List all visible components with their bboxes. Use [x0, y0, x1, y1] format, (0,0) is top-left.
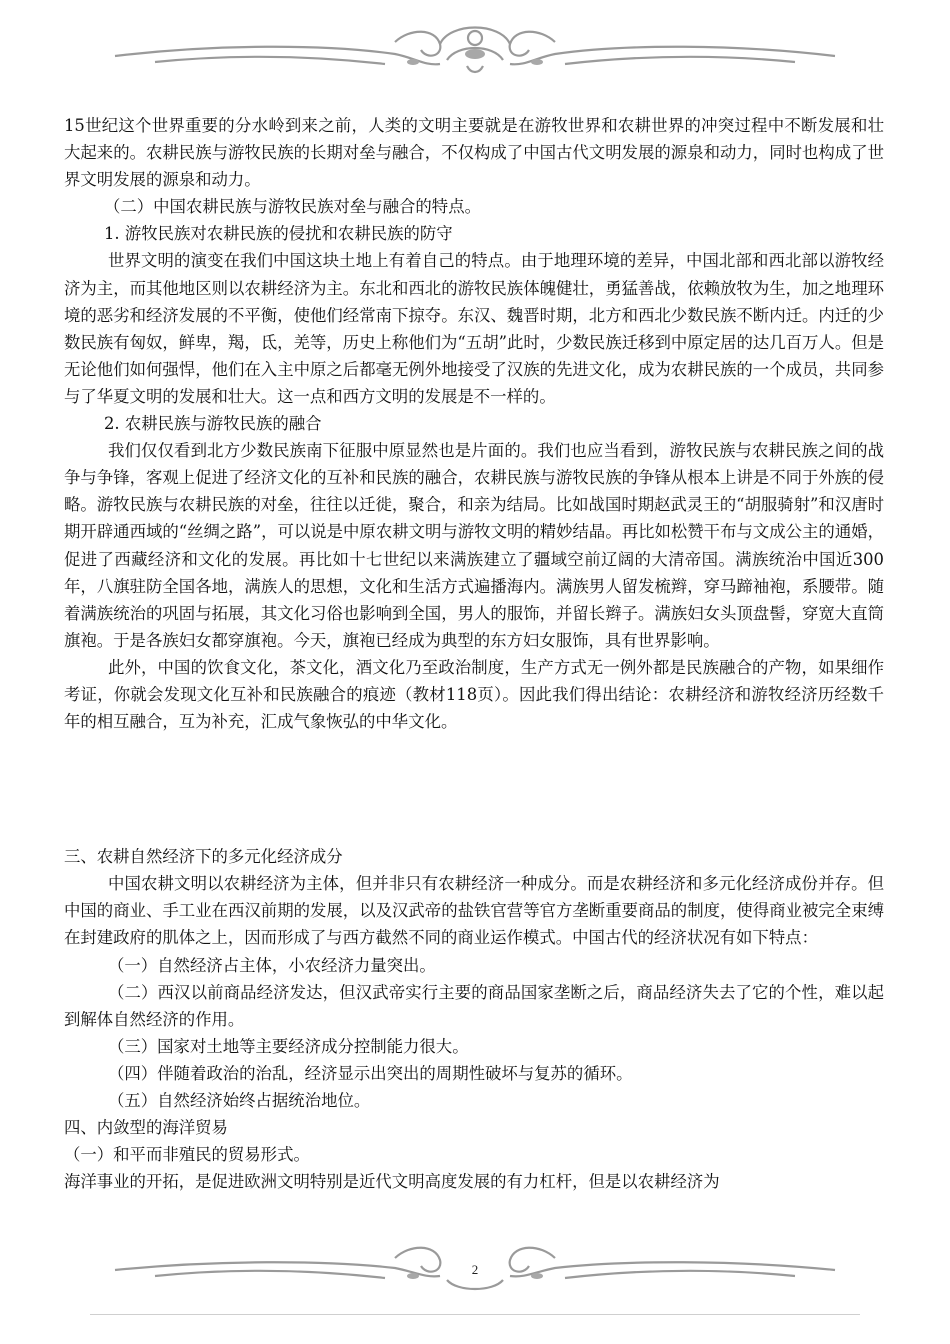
list-item: （一）自然经济占主体，小农经济力量突出。: [108, 955, 436, 975]
paragraph: 世界文明的演变在我们中国这块土地上有着自己的特点。由于地理环境的差异，中国北部和西北部以游牧经济为主，而其他地区则以农耕经济为主。东北和西北的游牧民族体魄健壮，勇猛善战，依赖放牧为生，加之地理环境的恶劣和经济发展的不平衡，使他们经常南下掠夺。东汉、魏晋时期，北方和西北少数民族不断内迁。内迁的少数民族有匈奴，鲜卑，羯，氐，羌等，历史上称他们为“五胡”此时，少数民族迁移到中原定居的达几百万人。但是无论他们如何强悍，他们在入主中原之后都毫无例外地接受了汉族的先进文化，成为农耕民族的一个成员，共同参与了华夏文明的发展和壮大。这一点和西方文明的发展是不一样的。: [64, 251, 884, 406]
section-heading: 三、农耕自然经济下的多元化经济成分: [64, 847, 343, 867]
paragraph: 我们仅仅看到北方少数民族南下征服中原显然也是片面的。我们也应当看到，游牧民族与农耕民族之间的战争与争锋，客观上促进了经济文化的互补和民族的融合，农耕民族与游牧民族的争锋从根本上讲是不同于外族的侵略。游牧民族与农耕民族的对垒，往往以迁徙，聚合，和亲为结局。比如战国时期赵武灵王的“胡服骑射”和汉唐时期开辟通西域的“丝绸之路”，可以说是中原农耕文明与游牧文明的精妙结晶。再比如松赞干布与文成公主的通婚，促进了西藏经济和文化的发展。再比如十七世纪以来满族建立了疆域空前辽阔的大清帝国。满族统治中国近300年，八旗驻防全国各地，满族人的思想，文化和生活方式遍播海内。满族男人留发梳辫，穿马蹄袖袍，系腰带。随着满族统治的巩固与拓展，其文化习俗也影响到全国，男人的服饰，并留长辫子。满族妇女头顶盘髻，穿宽大直筒旗袍。于是各族妇女都穿旗袍。今天，旗袍已经成为典型的东方妇女服饰，具有世界影响。: [64, 441, 884, 650]
section-heading: 四、内敛型的海洋贸易: [64, 1118, 228, 1138]
blank-space: [64, 735, 884, 843]
page-number: 2: [471, 1262, 479, 1277]
list-item: （三）国家对土地等主要经济成分控制能力很大。: [108, 1036, 469, 1056]
footer-rule: [90, 1314, 860, 1315]
document-body: [64, 112, 884, 1195]
paragraph: 海洋事业的开拓，是促进欧洲文明特别是近代文明高度发展的有力杠杆，但是以农耕经济为: [64, 1172, 720, 1192]
numbered-heading: 1. 游牧民族对农耕民族的侵扰和农耕民族的防守: [104, 224, 453, 244]
numbered-heading: 2. 农耕民族与游牧民族的融合: [104, 414, 322, 434]
paragraph: 15世纪这个世界重要的分水岭到来之前，人类的文明主要就是在游牧世界和农耕世界的冲突过程中不断发展和壮大起来的。农耕民族与游牧民族的长期对垒与融合，不仅构成了中国古代文明发展的源泉和动力，同时也构成了世界文明发展的源泉和动力。: [64, 116, 884, 190]
paragraph: 中国农耕文明以农耕经济为主体，但并非只有农耕经济一种成分。而是农耕经济和多元化经济成份并存。但中国的商业、手工业在西汉前期的发展，以及汉武帝的盐铁官营等官方垄断重要商品的制度，使得商业被完全束缚在封建政府的肌体之上，因而形成了与西方截然不同的商业运作模式。中国古代的经济状况有如下特点：: [64, 874, 884, 948]
list-item: （四）伴随着政治的治乱，经济显示出突出的周期性破坏与复苏的循环。: [108, 1063, 633, 1083]
subheading: （一）和平而非殖民的贸易形式。: [64, 1145, 310, 1165]
top-ornament-border: [95, 14, 855, 84]
list-item: （五）自然经济始终占据统治地位。: [108, 1091, 371, 1110]
paragraph: 此外，中国的饮食文化，茶文化，酒文化乃至政治制度，生产方式无一例外都是民族融合的产物，如果细作考证，你就会发现文化互补和民族融合的痕迹（教材118页）。因此我们得出结论：农耕经济和游牧经济历经数千年的相互融合，互为补充，汇成气象恢弘的中华文化。: [64, 657, 884, 732]
subheading: （二）中国农耕民族与游牧民族对垒与融合的特点。: [104, 197, 481, 217]
list-item: （二）西汉以前商品经济发达，但汉武帝实行主要的商品国家垄断之后，商品经济失去了它的个性，难以起到解体自然经济的作用。: [64, 982, 884, 1029]
